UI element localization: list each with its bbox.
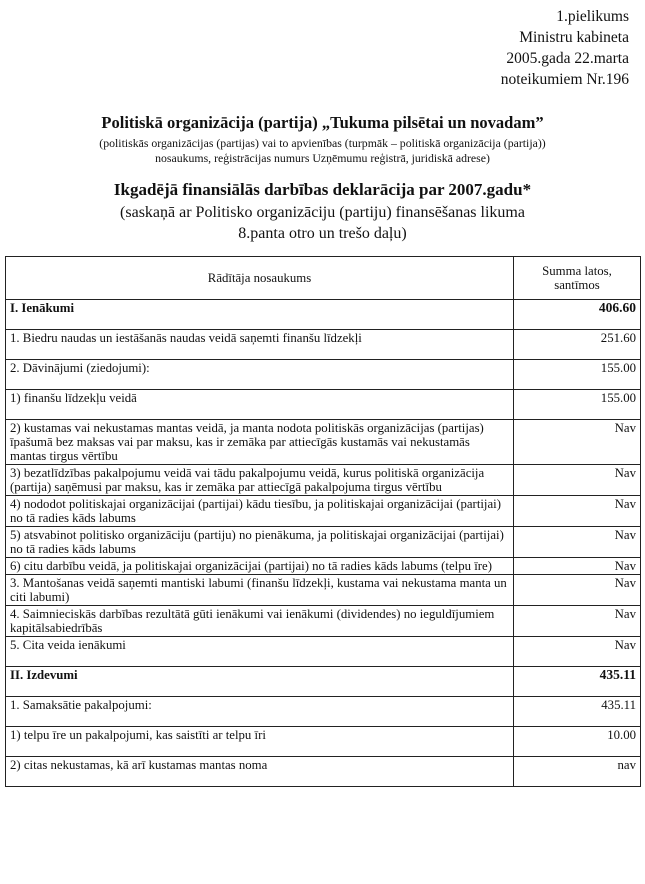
row-label: 1. Biedru naudas un iestāšanās naudas veidā saņemti finanšu līdzekļi bbox=[6, 330, 514, 360]
row-amount: 155.00 bbox=[514, 390, 641, 420]
row-amount: 406.60 bbox=[514, 300, 641, 330]
table-header-row bbox=[6, 257, 641, 300]
declaration-title: Ikgadējā finansiālās darbības deklarācija par 2007.gadu* bbox=[113, 180, 532, 199]
organization-note bbox=[20, 136, 625, 166]
row-label: 2. Dāvinājumi (ziedojumi): bbox=[6, 360, 514, 390]
row-label: 2) citas nekustamas, kā arī kustamas mantas noma bbox=[6, 757, 514, 787]
row-label: 3. Mantošanas veidā saņemti mantiski labumi (finanšu līdzekļi, kustama vai nekustama manta un citi labumi) bbox=[6, 575, 514, 606]
row-amount: Nav bbox=[514, 637, 641, 667]
row-amount: Nav bbox=[514, 558, 641, 575]
declaration-subtitle-line1: (saskaņā ar Politisko organizāciju (partiju) finansēšanas likuma bbox=[120, 204, 525, 221]
row-amount: Nav bbox=[514, 575, 641, 606]
table-row bbox=[6, 527, 641, 558]
organization-note-line1: (politiskās organizācijas (partijas) vai to apvienības (turpmāk – politiskā organizācija (partija)) bbox=[99, 136, 546, 150]
row-amount: nav bbox=[514, 757, 641, 787]
organization-note-line2: nosaukums, reģistrācijas numurs Uzņēmumu reģistrā, juridiskā adrese) bbox=[155, 151, 490, 165]
row-label: II. Izdevumi bbox=[6, 667, 514, 697]
row-amount: Nav bbox=[514, 527, 641, 558]
row-amount: Nav bbox=[514, 420, 641, 465]
annex-number: 1.pielikums bbox=[556, 8, 629, 25]
row-amount: 10.00 bbox=[514, 727, 641, 757]
header-sum-line1: Summa latos, bbox=[542, 264, 612, 278]
table-row bbox=[6, 390, 641, 420]
row-amount: Nav bbox=[514, 496, 641, 527]
table-row bbox=[6, 330, 641, 360]
row-amount: Nav bbox=[514, 465, 641, 496]
row-label: 4) nododot politiskajai organizācijai (partijai) kādu tiesību, ja politiskajai organizācijai (partijai) no tā radies kāds labums bbox=[6, 496, 514, 527]
table-row bbox=[6, 667, 641, 697]
table-row bbox=[6, 420, 641, 465]
annex-regulation: noteikumiem Nr.196 bbox=[500, 71, 629, 88]
row-label: I. Ienākumi bbox=[6, 300, 514, 330]
annex-date: 2005.gada 22.marta bbox=[506, 50, 629, 67]
declaration-subtitle bbox=[40, 202, 605, 244]
row-label: 1) finanšu līdzekļu veidā bbox=[6, 390, 514, 420]
table-row bbox=[6, 637, 641, 667]
header-sum bbox=[514, 257, 641, 300]
row-amount: 435.11 bbox=[514, 667, 641, 697]
row-amount: 251.60 bbox=[514, 330, 641, 360]
row-amount: Nav bbox=[514, 606, 641, 637]
table-row bbox=[6, 300, 641, 330]
row-label: 1) telpu īre un pakalpojumi, kas saistīti ar telpu īri bbox=[6, 727, 514, 757]
table-row bbox=[6, 727, 641, 757]
row-label: 1. Samaksātie pakalpojumi: bbox=[6, 697, 514, 727]
header-indicator-name: Rādītāja nosaukums bbox=[6, 257, 514, 300]
organization-name: Politiskā organizācija (partija) „Tukuma pilsētai un novadam” bbox=[101, 113, 544, 132]
row-amount: 435.11 bbox=[514, 697, 641, 727]
row-label: 3) bezatlīdzības pakalpojumu veidā vai tādu pakalpojumu veidā, kurus politiskā organizācija (partija) saņēmusi par maksu, kas ir zemāka par attiecīgā pakalpojuma tirgus vērtību bbox=[6, 465, 514, 496]
table-row bbox=[6, 606, 641, 637]
table-row bbox=[6, 697, 641, 727]
table-row bbox=[6, 496, 641, 527]
row-label: 2) kustamas vai nekustamas mantas veidā, ja manta nodota politiskās organizācijas (partijas) īpašumā bez maksas vai par maksu, kas ir zemāka par attiecīgās kustamās vai nekustamās mantas tirgus vērtību bbox=[6, 420, 514, 465]
row-label: 4. Saimnieciskās darbības rezultātā gūti ienākumi vai ienākumi (dividendes) no ieguldījumiem kapitālsabiedrībās bbox=[6, 606, 514, 637]
table-row bbox=[6, 360, 641, 390]
table-row bbox=[6, 558, 641, 575]
header-sum-line2: santīmos bbox=[554, 278, 600, 292]
table-row bbox=[6, 757, 641, 787]
row-amount: 155.00 bbox=[514, 360, 641, 390]
table-row bbox=[6, 575, 641, 606]
annex-issuer: Ministru kabineta bbox=[519, 29, 629, 46]
row-label: 5) atsvabinot politisko organizāciju (partiju) no pienākuma, ja politiskajai organizācijai (partijai) no tā radies kāds labums bbox=[6, 527, 514, 558]
declaration-subtitle-line2: 8.panta otro un trešo daļu) bbox=[238, 225, 407, 242]
table-row bbox=[6, 465, 641, 496]
declaration-table bbox=[5, 256, 641, 787]
annex-reference bbox=[501, 6, 629, 90]
row-label: 6) citu darbību veidā, ja politiskajai organizācijai (partijai) no tā radies kāds labums (telpu īre) bbox=[6, 558, 514, 575]
row-label: 5. Cita veida ienākumi bbox=[6, 637, 514, 667]
